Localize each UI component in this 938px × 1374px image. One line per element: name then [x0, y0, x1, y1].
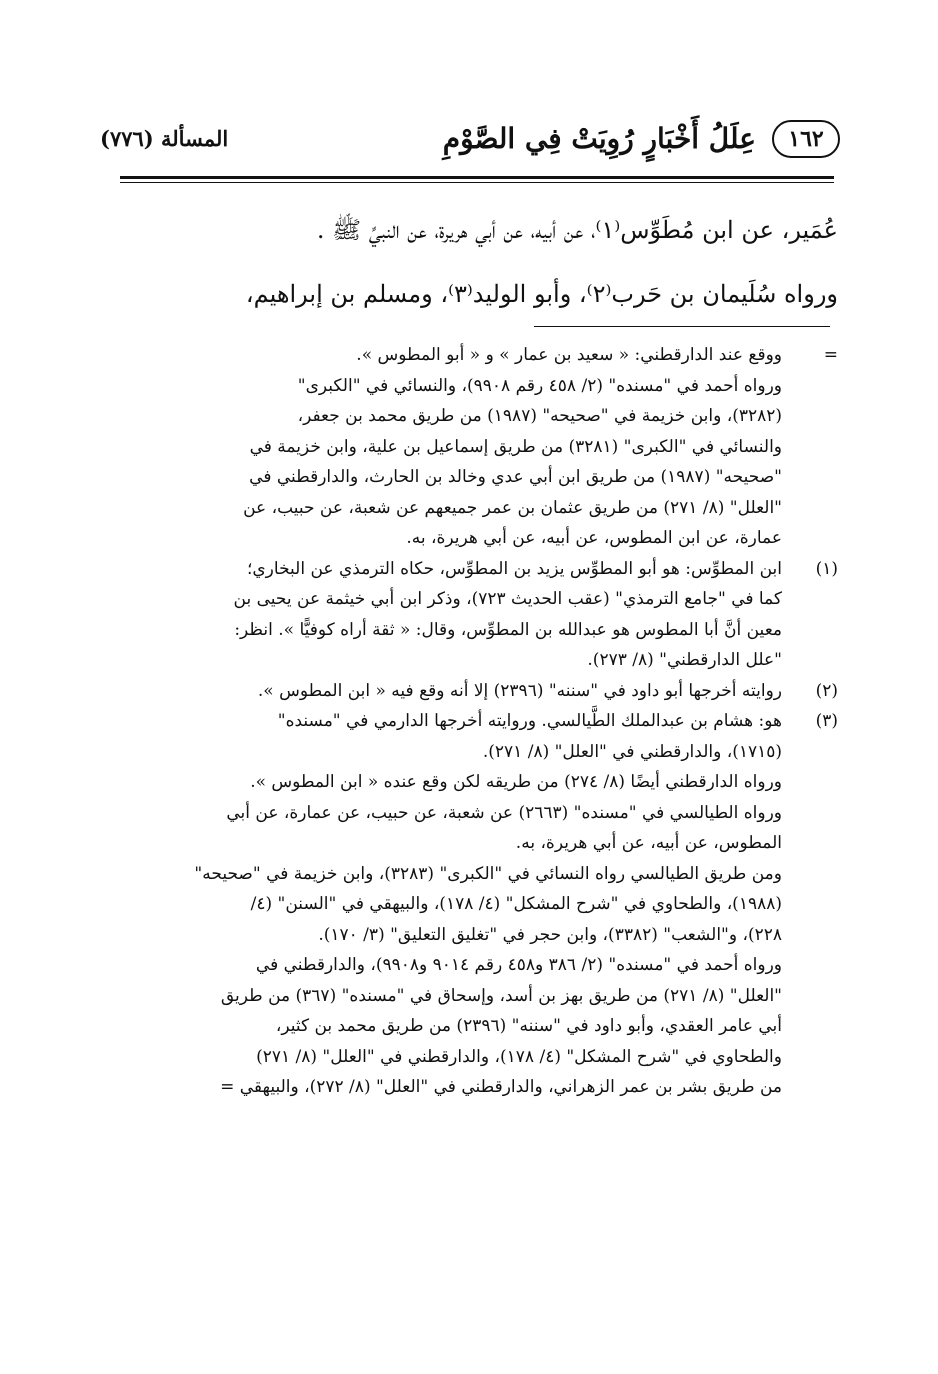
footnote-line: معين أنَّ أبا المطوس هو عبدالله بن المطوِّس، وقال: « ثقة أراه كوفيًّا ». انظر:	[234, 619, 782, 640]
footnote-marker: (٢)	[815, 680, 838, 701]
page-header	[100, 118, 840, 166]
footnote-line: (١٩٨٨)، والطحاوي في "شرح المشكل" (٤/ ١٧٨)، والبيهقي في "السنن" (٤/	[250, 894, 782, 914]
footnote-line: هو: هشام بن عبدالملك الطَّيالسي. وروايته أخرجها الدارمي في "مسنده"	[277, 711, 782, 731]
issue-label: المسألة (٧٧٦)	[100, 126, 229, 151]
footnote-line: عمارة، عن ابن المطوس، عن أبيه، عن أبي هريرة، به.	[406, 528, 782, 548]
footnote-line: "العلل" (٨/ ٢٧١) من طريق بهز بن أسد، وإسحاق في "مسنده" (٣٦٧) من طريق	[220, 985, 782, 1006]
footnote-marker: (١)	[815, 558, 838, 579]
footnote-line: "علل الدارقطني" (٨/ ٢٧٣).	[587, 650, 782, 670]
footnote-line: روايته أخرجها أبو داود في "سننه" (٢٣٩٦) إلا أنه وقع فيه « ابن المطوس ».	[257, 680, 782, 701]
footnote-line: (١٧١٥)، والدارقطني في "العلل" (٨/ ٢٧١).	[482, 741, 782, 762]
main-line: عُمَير، عن ابن مُطَوِّس⁽١⁾، عن أبيه، عن أبي هريرة، عن النبيِّ ﷺ .	[316, 216, 838, 244]
footnote-line: كما في "جامع الترمذي" (عقب الحديث ٧٢٣)، وذكر ابن أبي خيثمة عن يحيى بن	[233, 589, 782, 609]
book-title: عِلَلُ أَخْبَارٍ رُوِيَتْ فِي الصَّوْمِ	[442, 122, 756, 155]
footnote-line: ومن طريق الطيالسي رواه النسائي في "الكبرى" (٣٢٨٣)، وابن خزيمة في "صحيحه"	[194, 863, 782, 884]
header-rule-thin	[120, 182, 834, 183]
footnote-line: ابن المطوِّس: هو أبو المطوِّس يزيد بن المطوِّس، حكاه الترمذي عن البخاري؛	[246, 558, 782, 579]
footnotes	[103, 340, 838, 1103]
footnote-line: ورواه أحمد في "مسنده" (٢/ ٤٥٨ رقم ٩٩٠٨)، والنسائي في "الكبرى"	[297, 375, 782, 396]
footnote-line: أبي عامر العقدي، وأبو داود في "سننه" (٢٣٩٦) من طريق محمد بن كثير،	[275, 1016, 782, 1036]
footnote-line: ووقع عند الدارقطني: « سعيد بن عمار » و « أبو المطوس ».	[356, 345, 782, 365]
footnote-line: من طريق بشر بن عمر الزهراني، والدارقطني في "العلل" (٨/ ٢٧٢)، والبيهقي =	[220, 1077, 782, 1097]
footnote-2	[103, 676, 838, 707]
footnote-line: (٣٢٨٢)، وابن خزيمة في "صحيحه" (١٩٨٧) من طريق محمد بن جعفر،	[297, 406, 782, 426]
continuation-marker: =	[823, 345, 838, 365]
footnote-line: ٢٢٨)، و"الشعب" (٣٣٨٢)، وابن حجر في "تغليق التعليق" (٣/ ١٧٠).	[318, 924, 782, 945]
footnote-line: المطوس، عن أبيه، عن أبي هريرة، به.	[515, 833, 782, 853]
footnote-line: "صحيحه" (١٩٨٧) من طريق ابن أبي عدي وخالد بن الحارث، والدارقطني في	[249, 467, 782, 487]
footnote-1	[103, 554, 838, 676]
footnote-line: والطحاوي في "شرح المشكل" (٤/ ١٧٨)، والدارقطني في "العلل" (٨/ ٢٧١)	[256, 1046, 782, 1067]
footnote-line: ورواه أحمد في "مسنده" (٢/ ٣٨٦ و٤٥٨ رقم ٩٠١٤ و٩٩٠٨)، والدارقطني في	[255, 955, 782, 975]
footnote-separator	[534, 326, 830, 327]
footnote-line: ورواه الدارقطني أيضًا (٨/ ٢٧٤) من طريقه لكن وقع عنده « ابن المطوس ».	[250, 772, 782, 792]
footnote-line: ورواه الطيالسي في "مسنده" (٢٦٦٣) عن شعبة، عن حبيب، عن عمارة، عن أبي	[226, 802, 782, 823]
footnote-3	[103, 706, 838, 1103]
page-number-badge: ١٦٢	[772, 120, 840, 158]
header-rule-thick	[120, 176, 834, 179]
main-text	[118, 198, 838, 326]
footnote-line: "العلل" (٨/ ٢٧١) من طريق عثمان بن عمر جميعهم عن شعبة، عن حبيب، عن	[243, 497, 782, 518]
footnote-marker: (٣)	[815, 711, 838, 731]
footnote-continuation	[103, 340, 838, 554]
main-line: ورواه سُلَيمان بن حَرب⁽٢⁾، وأبو الوليد⁽٣⁾، ومسلم بن إبراهيم،	[245, 280, 838, 308]
footnote-line: والنسائي في "الكبرى" (٣٢٨١) من طريق إسماعيل بن علية، وابن خزيمة في	[249, 436, 782, 457]
